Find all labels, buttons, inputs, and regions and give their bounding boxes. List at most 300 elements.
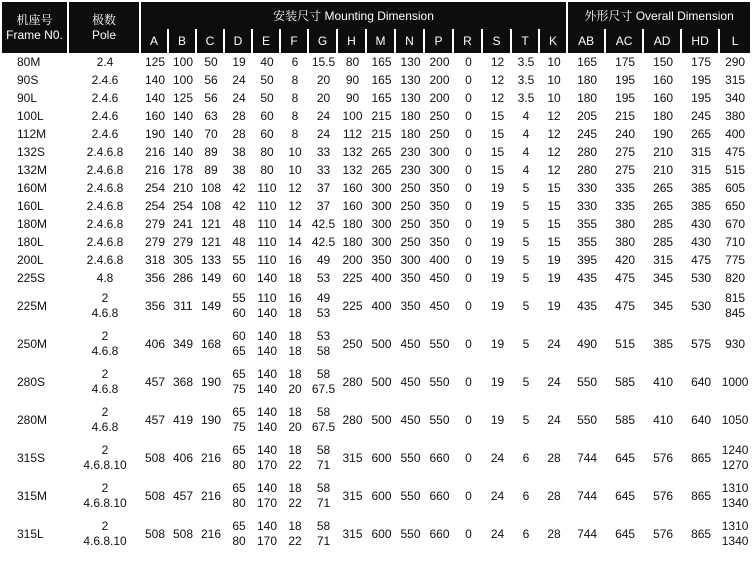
column-header-m: M [367, 29, 396, 53]
cell-value: 58 [316, 344, 331, 358]
table-row [2, 233, 750, 251]
cell-m: 215 [371, 108, 392, 123]
cell-h: 160 [342, 180, 363, 195]
cell-value: 1050 [721, 412, 749, 427]
cell-t: 5 [522, 180, 530, 195]
cell-value: 930 [725, 336, 746, 351]
cell-h: 200 [342, 252, 363, 267]
cell-r: 0 [465, 252, 472, 267]
column-header-t: T [512, 29, 540, 53]
cell-hd: 385 [691, 198, 712, 213]
cell-n: 450 [400, 336, 421, 351]
cell-value: 42.5 [311, 234, 336, 249]
cell-f [281, 269, 309, 287]
cell-l [720, 89, 750, 107]
cell-h: 112 [342, 126, 363, 141]
cell-m: 600 [371, 450, 392, 465]
cell-e [253, 107, 281, 125]
cell-l [720, 107, 750, 125]
cell-m: 600 [371, 526, 392, 541]
cell-g [309, 197, 338, 215]
cell-c: 216 [200, 526, 222, 541]
cell-value: 71 [316, 496, 331, 510]
cell-d [225, 325, 253, 363]
cell-value: 75 [232, 420, 246, 434]
cell-value: 2 [101, 481, 109, 495]
cell-ad: 576 [653, 526, 674, 541]
cell-a: 356 [144, 270, 166, 285]
cell-p: 350 [429, 234, 450, 249]
column-header-d: D [225, 29, 253, 53]
column-header-f: F [281, 29, 309, 53]
cell-f [281, 325, 309, 363]
table-row [2, 477, 750, 515]
cell-value: 140 [256, 306, 278, 320]
cell-hd: 575 [691, 336, 712, 351]
cell-ab: 744 [577, 526, 598, 541]
cell-ad: 150 [653, 54, 674, 69]
cell-s: 24 [490, 488, 505, 503]
cell-s: 24 [490, 526, 505, 541]
cell-c: 50 [204, 54, 218, 69]
cell-value: 53 [316, 306, 331, 320]
cell-value: 1340 [721, 534, 749, 548]
cell-value: 60 [260, 108, 274, 123]
cell-value: 22 [288, 458, 302, 472]
cell-c: 121 [200, 234, 222, 249]
overall-dimension-header: 外形尺寸 Overall Dimension [568, 2, 750, 29]
cell-f [281, 89, 309, 107]
cell-f [281, 363, 309, 401]
cell-m: 400 [371, 298, 392, 313]
frame-cell: 315L [17, 526, 44, 541]
cell-b: 140 [172, 126, 194, 141]
cell-hd: 385 [691, 180, 712, 195]
cell-e [253, 269, 281, 287]
cell-value: 58 [316, 405, 331, 419]
cell-n: 250 [400, 216, 421, 231]
cell-f [281, 477, 309, 515]
cell-ac: 585 [615, 412, 636, 427]
cell-p: 200 [429, 54, 450, 69]
cell-b: 140 [172, 144, 194, 159]
cell-value: 50 [260, 72, 274, 87]
cell-b: 100 [172, 54, 194, 69]
cell-value: 18 [288, 443, 302, 457]
table-row [2, 251, 750, 269]
cell-l [720, 215, 750, 233]
cell-ad: 210 [653, 144, 674, 159]
cell-k: 10 [547, 54, 561, 69]
cell-s: 19 [490, 252, 505, 267]
cell-value: 170 [256, 458, 278, 472]
cell-h: 132 [342, 144, 363, 159]
cell-ac: 215 [615, 108, 636, 123]
cell-k: 15 [547, 216, 561, 231]
cell-s: 19 [490, 270, 505, 285]
cell-value: 67.5 [311, 382, 336, 396]
cell-s: 12 [490, 54, 505, 69]
frame-cell: 250M [17, 336, 48, 351]
cell-c: 63 [204, 108, 218, 123]
cell-value: 60 [232, 270, 246, 285]
cell-pole [69, 287, 141, 325]
cell-a: 254 [144, 198, 166, 213]
cell-value: 4.6.8.10 [83, 534, 127, 548]
frame-cell: 90L [17, 90, 38, 105]
cell-g [309, 233, 338, 251]
cell-hd: 640 [691, 412, 712, 427]
cell-c: 133 [200, 252, 222, 267]
cell-d [225, 107, 253, 125]
cell-ab: 330 [577, 180, 598, 195]
cell-k: 12 [547, 144, 561, 159]
cell-m: 600 [371, 488, 392, 503]
cell-n: 180 [400, 126, 421, 141]
column-header-g: G [309, 29, 338, 53]
cell-pole [69, 71, 141, 89]
cell-g [309, 125, 338, 143]
cell-value: 22 [288, 496, 302, 510]
cell-a: 279 [144, 216, 166, 231]
cell-ad: 315 [653, 252, 674, 267]
cell-value: 24 [232, 90, 246, 105]
cell-value: 48 [232, 216, 246, 231]
cell-r: 0 [465, 72, 472, 87]
cell-value: 20 [288, 420, 302, 434]
cell-s: 19 [490, 180, 505, 195]
cell-value: 2.4 [96, 54, 114, 69]
cell-r: 0 [465, 488, 472, 503]
frame-cell: 100L [17, 108, 44, 123]
cell-d [225, 477, 253, 515]
cell-ad: 190 [653, 126, 674, 141]
cell-hd: 865 [691, 450, 712, 465]
frame-cell: 200L [17, 252, 44, 267]
cell-n: 130 [400, 54, 421, 69]
cell-pole [69, 439, 141, 477]
cell-b: 406 [172, 450, 194, 465]
cell-e [253, 251, 281, 269]
cell-ab: 330 [577, 198, 598, 213]
cell-n: 230 [400, 144, 421, 159]
cell-pole [69, 53, 141, 71]
cell-r: 0 [465, 90, 472, 105]
cell-ab: 245 [577, 126, 598, 141]
cell-value: 53 [316, 329, 331, 343]
cell-ab: 490 [577, 336, 598, 351]
cell-g [309, 89, 338, 107]
cell-a: 508 [144, 450, 166, 465]
cell-pole [69, 161, 141, 179]
cell-value: 820 [725, 270, 746, 285]
cell-e [253, 477, 281, 515]
table-row [2, 215, 750, 233]
cell-value: 140 [256, 443, 278, 457]
cell-f [281, 197, 309, 215]
cell-ab: 280 [577, 144, 598, 159]
column-header-ac: AC [606, 29, 644, 53]
cell-e [253, 89, 281, 107]
cell-value: 20 [316, 90, 331, 105]
cell-ab: 395 [577, 252, 598, 267]
table-row [2, 363, 750, 401]
cell-ad: 345 [653, 270, 674, 285]
cell-c: 190 [200, 374, 222, 389]
cell-ad: 385 [653, 336, 674, 351]
cell-r: 0 [465, 54, 472, 69]
table-row [2, 269, 750, 287]
cell-a: 508 [144, 526, 166, 541]
cell-b: 241 [172, 216, 194, 231]
cell-l [720, 233, 750, 251]
cell-s: 19 [490, 216, 505, 231]
cell-f [281, 515, 309, 553]
cell-k: 12 [547, 162, 561, 177]
cell-m: 500 [371, 336, 392, 351]
cell-a: 356 [144, 298, 166, 313]
cell-value: 4.6.8.10 [83, 458, 127, 472]
mounting-dimension-header: 安装尺寸 Mounting Dimension [141, 2, 568, 29]
cell-c: 149 [200, 270, 222, 285]
cell-h: 315 [342, 488, 363, 503]
cell-a: 216 [144, 162, 166, 177]
cell-m: 265 [371, 144, 392, 159]
cell-n: 250 [400, 234, 421, 249]
frame-cell: 225S [17, 270, 46, 285]
cell-pole [69, 363, 141, 401]
cell-h: 90 [345, 90, 360, 105]
cell-p: 400 [429, 252, 450, 267]
cell-t: 5 [522, 198, 530, 213]
cell-value: 2.4.6 [91, 126, 119, 141]
frame-cell: 180M [17, 216, 48, 231]
column-header-r: R [454, 29, 483, 53]
table-row [2, 401, 750, 439]
cell-s: 19 [490, 198, 505, 213]
cell-ab: 744 [577, 450, 598, 465]
cell-value: 140 [256, 367, 278, 381]
cell-t: 5 [522, 234, 530, 249]
cell-l [720, 363, 750, 401]
cell-a: 125 [144, 54, 166, 69]
cell-k: 15 [547, 234, 561, 249]
cell-l [720, 439, 750, 477]
cell-s: 19 [490, 412, 505, 427]
cell-hd: 640 [691, 374, 712, 389]
cell-hd: 865 [691, 526, 712, 541]
cell-f [281, 161, 309, 179]
cell-p: 250 [429, 126, 450, 141]
cell-b: 100 [172, 72, 194, 87]
cell-value: 340 [725, 90, 746, 105]
cell-e [253, 143, 281, 161]
frame-cell: 160M [17, 180, 48, 195]
cell-value: 4.6.8 [91, 420, 119, 434]
cell-ab: 435 [577, 298, 598, 313]
cell-r: 0 [465, 180, 472, 195]
cell-r: 0 [465, 270, 472, 285]
cell-h: 180 [342, 216, 363, 231]
frame-header-cn: 机座号 [16, 12, 53, 27]
cell-hd: 430 [691, 234, 712, 249]
cell-value: 12 [288, 180, 302, 195]
cell-ab: 355 [577, 216, 598, 231]
cell-e [253, 233, 281, 251]
cell-l [720, 125, 750, 143]
cell-a: 140 [144, 90, 166, 105]
cell-pole [69, 401, 141, 439]
table-row [2, 179, 750, 197]
cell-value: 42 [232, 198, 246, 213]
cell-value: 58 [316, 367, 331, 381]
cell-value: 55 [232, 252, 246, 267]
cell-d [225, 179, 253, 197]
cell-t: 5 [522, 298, 530, 313]
cell-value: 2 [101, 367, 109, 381]
cell-p: 350 [429, 180, 450, 195]
cell-g [309, 179, 338, 197]
cell-value: 1000 [721, 374, 749, 389]
table-row [2, 125, 750, 143]
table-row [2, 515, 750, 553]
cell-hd: 430 [691, 216, 712, 231]
cell-k: 24 [547, 412, 561, 427]
table-row [2, 71, 750, 89]
cell-n: 130 [400, 90, 421, 105]
cell-value: 37 [316, 180, 331, 195]
cell-ac: 475 [615, 270, 636, 285]
cell-value: 16 [288, 252, 302, 267]
cell-value: 170 [256, 534, 278, 548]
cell-value: 18 [288, 405, 302, 419]
cell-value: 2.4.6 [91, 72, 119, 87]
cell-a: 457 [144, 412, 166, 427]
cell-ad: 410 [653, 412, 674, 427]
cell-r: 0 [465, 198, 472, 213]
cell-ac: 475 [615, 298, 636, 313]
cell-f [281, 287, 309, 325]
cell-m: 350 [371, 252, 392, 267]
cell-value: 75 [232, 382, 246, 396]
table-row [2, 161, 750, 179]
cell-l [720, 325, 750, 363]
cell-value: 2.4.6.8 [86, 162, 124, 177]
cell-p: 450 [429, 270, 450, 285]
cell-e [253, 363, 281, 401]
cell-t: 3.5 [517, 72, 535, 87]
cell-a: 190 [144, 126, 166, 141]
cell-a: 406 [144, 336, 166, 351]
cell-p: 550 [429, 374, 450, 389]
cell-ac: 275 [615, 144, 636, 159]
cell-s: 15 [490, 108, 505, 123]
cell-r: 0 [465, 234, 472, 249]
cell-value: 65 [232, 443, 246, 457]
cell-c: 216 [200, 450, 222, 465]
cell-value: 65 [232, 481, 246, 495]
cell-b: 279 [172, 234, 194, 249]
cell-h: 160 [342, 198, 363, 213]
column-header-ab: AB [568, 29, 606, 53]
cell-value: 1240 [721, 443, 749, 457]
cell-b: 305 [172, 252, 194, 267]
cell-hd: 315 [691, 162, 712, 177]
cell-k: 10 [547, 72, 561, 87]
cell-value: 380 [725, 108, 746, 123]
cell-value: 2 [101, 405, 109, 419]
cell-a: 160 [144, 108, 166, 123]
cell-hd: 265 [691, 126, 712, 141]
column-header-hd: HD [682, 29, 720, 53]
cell-value: 670 [725, 216, 746, 231]
cell-pole [69, 107, 141, 125]
cell-k: 28 [547, 488, 561, 503]
cell-t: 4 [522, 162, 530, 177]
cell-g [309, 287, 338, 325]
cell-ac: 585 [615, 374, 636, 389]
cell-hd: 530 [691, 298, 712, 313]
cell-pole [69, 477, 141, 515]
cell-h: 225 [342, 298, 363, 313]
cell-value: 38 [232, 144, 246, 159]
cell-value: 28 [232, 126, 246, 141]
cell-b: 254 [172, 198, 194, 213]
cell-g [309, 477, 338, 515]
cell-ab: 355 [577, 234, 598, 249]
pole-header-en: Pole [91, 27, 117, 42]
cell-m: 400 [371, 270, 392, 285]
cell-m: 300 [371, 216, 392, 231]
cell-k: 19 [547, 270, 561, 285]
cell-l [720, 287, 750, 325]
frame-cell: 90S [17, 72, 39, 87]
cell-ab: 280 [577, 162, 598, 177]
cell-c: 56 [204, 72, 218, 87]
cell-g [309, 215, 338, 233]
cell-value: 110 [257, 180, 277, 195]
frame-header [2, 2, 69, 53]
cell-f [281, 125, 309, 143]
cell-ad: 285 [653, 234, 674, 249]
cell-ac: 515 [615, 336, 636, 351]
cell-r: 0 [465, 144, 472, 159]
cell-value: 140 [256, 270, 278, 285]
cell-e [253, 161, 281, 179]
cell-d [225, 143, 253, 161]
cell-value: 10 [288, 144, 302, 159]
cell-p: 300 [429, 162, 450, 177]
cell-value: 475 [725, 144, 746, 159]
cell-p: 250 [429, 108, 450, 123]
cell-l [720, 161, 750, 179]
cell-r: 0 [465, 298, 472, 313]
cell-value: 2.4.6 [91, 108, 119, 123]
cell-t: 3.5 [517, 90, 535, 105]
cell-g [309, 401, 338, 439]
cell-p: 350 [429, 198, 450, 213]
cell-h: 90 [345, 72, 360, 87]
cell-hd: 175 [691, 54, 712, 69]
cell-h: 132 [342, 162, 363, 177]
column-header-ad: AD [644, 29, 682, 53]
cell-value: 170 [256, 496, 278, 510]
frame-header-en: Frame N0. [6, 27, 63, 42]
cell-ad: 180 [653, 108, 674, 123]
cell-value: 60 [232, 306, 246, 320]
cell-ac: 175 [615, 54, 636, 69]
cell-value: 24 [316, 108, 331, 123]
